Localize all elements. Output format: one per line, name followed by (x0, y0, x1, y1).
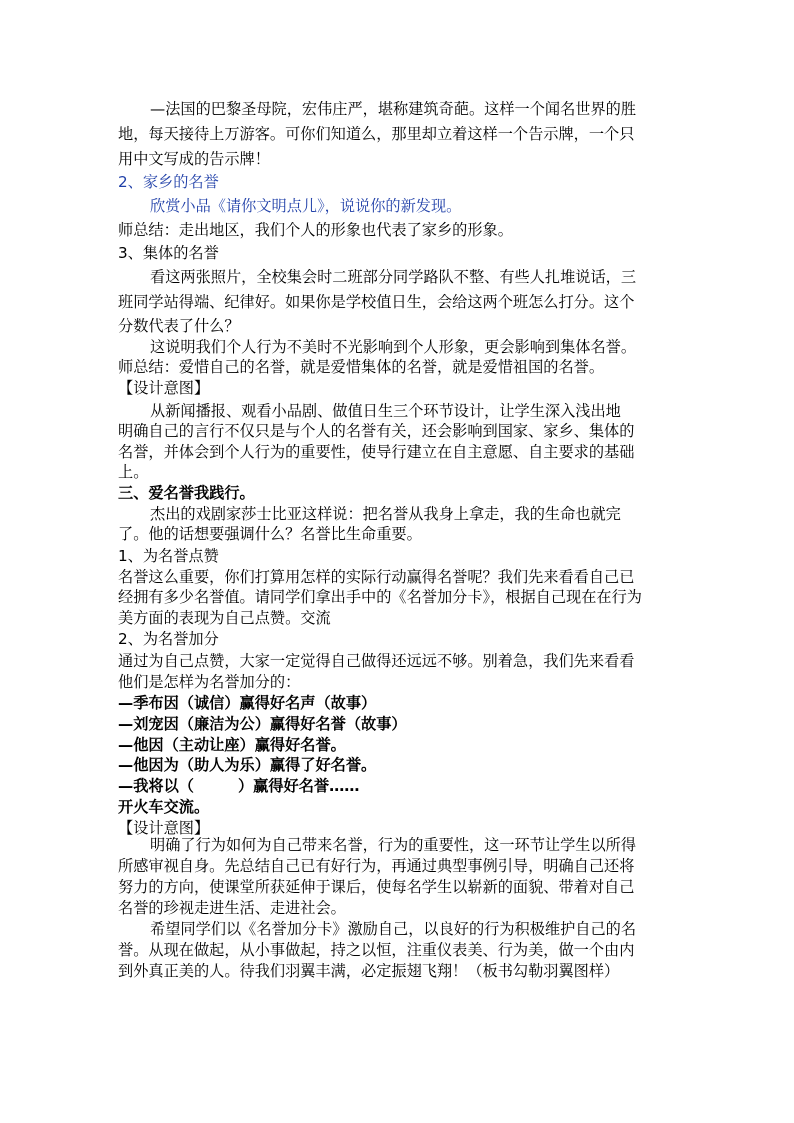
paragraph-line: 班同学站得端、纪律好。如果你是学校值日生，会给这两个班怎么打分。这个 (118, 293, 635, 311)
paragraph-line: 希望同学们以《名誉加分卡》激励自己，以良好的行为积极维护自己的名 (150, 920, 636, 938)
paragraph-line: 开火车交流。 (118, 798, 210, 816)
design-intent-label: 【设计意图】 (118, 379, 210, 397)
paragraph-line: —法国的巴黎圣母院，宏伟庄严，堪称建筑奇葩。这样一个闻名世界的胜 (150, 100, 636, 118)
paragraph-line: 看这两张照片，全校集会时二班部分同学路队不整、有些人扎堆说话，三 (150, 268, 636, 286)
example-line: —刘宠因（廉洁为公）赢得好名誉（故事） (118, 715, 407, 733)
section-heading: 1、为名誉点赞 (118, 547, 219, 565)
paragraph-line: 名誉，并体会到个人行为的重要性，使导行建立在自主意愿、自主要求的基础 (118, 443, 635, 461)
teacher-summary: 师总结：走出地区，我们个人的形象也代表了家乡的形象。 (118, 221, 513, 239)
paragraph-line: 地，每天接待上万游客。可你们知道么，那里却立着这样一个告示牌，一个只 (118, 125, 635, 143)
paragraph-line: 上。 (118, 463, 149, 481)
design-intent-label: 【设计意图】 (118, 819, 210, 837)
paragraph-line: 名誉的珍视走进生活、走进社会。 (118, 899, 346, 917)
paragraph-line: 经拥有多少名誉值。请同学们拿出手中的《名誉加分卡》，根据自己现在在行为 (118, 588, 642, 606)
paragraph-line: 所感审视自身。先总结自己已有好行为，再通过典型事例引导，明确自己还将 (118, 857, 635, 875)
paragraph-line: 明确了行为如何为自己带来名誉，行为的重要性，这一环节让学生以所得 (150, 836, 636, 854)
section-heading: 3、集体的名誉 (118, 244, 219, 262)
section-heading: 2、家乡的名誉 (118, 173, 219, 191)
example-line: —他因为（助人为乐）赢得了好名誉。 (118, 756, 377, 774)
paragraph-line: 分数代表了什么？ (118, 317, 240, 335)
teacher-summary: 师总结：爱惜自己的名誉，就是爱惜集体的名誉，就是爱惜祖国的名誉。 (118, 358, 604, 376)
paragraph-line: 从新闻播报、观看小品剧、做值日生三个环节设计，让学生深入浅出地 (150, 402, 621, 420)
fill-in-line (118, 775, 678, 797)
paragraph-line: 杰出的戏剧家莎士比亚这样说：把名誉从我身上拿走，我的生命也就完 (150, 505, 621, 523)
example-line: —他因（主动让座）赢得好名誉。 (118, 736, 346, 754)
paragraph-line: 名誉这么重要，你们打算用怎样的实际行动赢得名誉呢？我们先来看看自己已 (118, 568, 635, 586)
section-title: 三、爱名誉我践行。 (118, 484, 255, 502)
paragraph-line: 了。他的话想要强调什么？名誉比生命重要。 (118, 525, 422, 543)
fill-in-prefix: —我将以（ (118, 777, 194, 795)
paragraph-line: 他们是怎样为名誉加分的： (118, 673, 301, 691)
paragraph-line: 誉。从现在做起，从小事做起，持之以恒，注重仪表美、行为美，做一个由内 (118, 941, 635, 959)
paragraph-line: 明确自己的言行不仅只是与个人的名誉有关，还会影响到国家、家乡、集体的 (118, 422, 635, 440)
paragraph-line: 努力的方向，使课堂所获延伸于课后，使每名学生以崭新的面貌、带着对自己 (118, 878, 635, 896)
fill-in-suffix: ）赢得好名誉…… (237, 777, 360, 795)
paragraph-line: 到外真正美的人。待我们羽翼丰满，必定振翅飞翔！（板书勾勒羽翼图样） (118, 962, 620, 980)
paragraph-line: 美方面的表现为自己点赞。交流 (118, 609, 331, 627)
paragraph-line: 用中文写成的告示牌！ (118, 150, 270, 168)
paragraph-line: 这说明我们个人行为不美时不光影响到个人形象，更会影响到集体名誉。 (150, 338, 636, 356)
example-line: —季布因（诚信）赢得好名声（故事） (118, 694, 377, 712)
activity-line: 欣赏小品《请你文明点儿》，说说你的新发现。 (150, 197, 462, 215)
section-heading: 2、为名誉加分 (118, 630, 219, 648)
paragraph-line: 通过为自己点赞，大家一定觉得自己做得还远远不够。别着急，我们先来看看 (118, 652, 635, 670)
